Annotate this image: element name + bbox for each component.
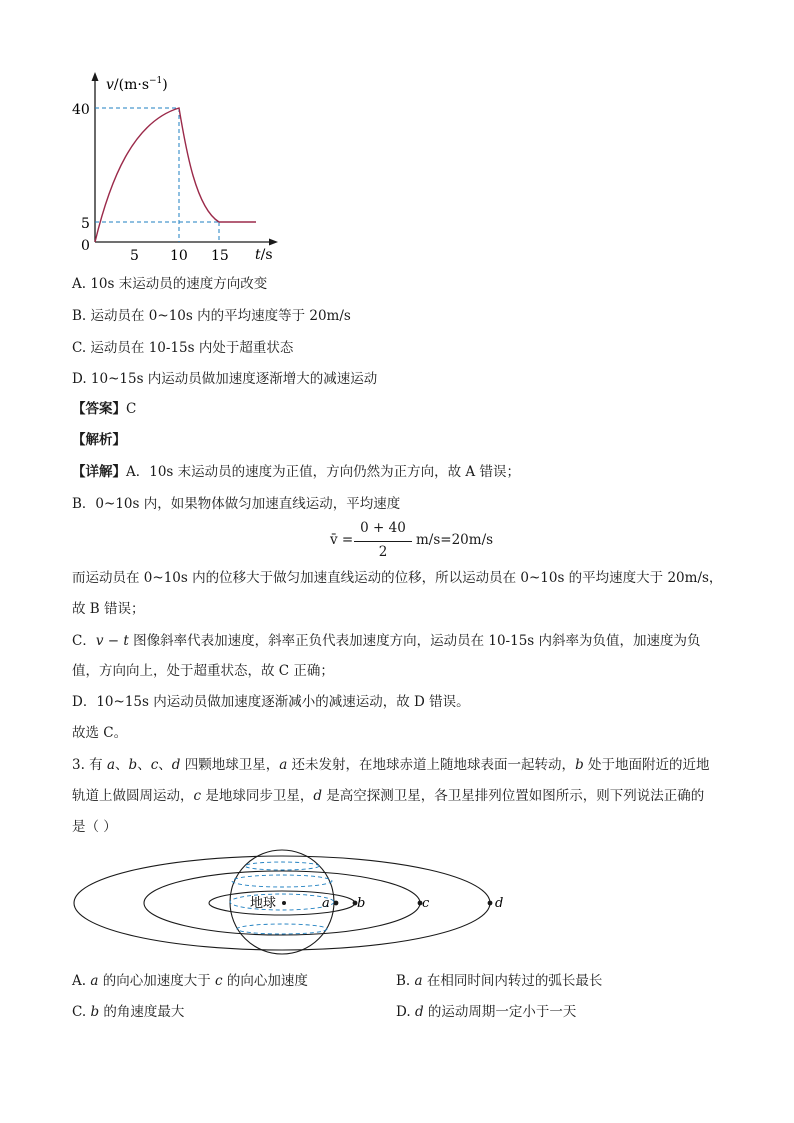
q3-opt-b-pre: B. — [396, 973, 415, 989]
origin-label: 0 — [81, 238, 90, 254]
q3-opt-a-pre: A. — [72, 973, 91, 989]
satellite-a-label: a — [322, 896, 330, 911]
earth-equator — [230, 894, 334, 910]
q3-sep: 、 — [158, 757, 172, 773]
q2-detail-b3: 故 B 错误； — [72, 601, 145, 617]
x-axis-label-unit: /s — [260, 247, 273, 263]
analysis-tag: 【解析】 — [72, 432, 126, 448]
earth-latitude-top — [245, 862, 319, 870]
q3-sep: 、 — [115, 757, 129, 773]
q3-stem-line2 — [72, 786, 704, 806]
x-tick-15: 15 — [211, 248, 229, 264]
q3-option-b — [396, 971, 602, 991]
q2-detail-d: D．10~15s 内运动员做加速度逐渐减小的减速运动，故 D 错误。 — [72, 694, 470, 710]
orbit-diagram — [70, 850, 520, 958]
answer-tag: 【答案】 — [72, 401, 126, 417]
q2-detail-c2: 值，方向向上，处于超重状态，故 C 正确； — [72, 663, 334, 679]
formula-numerator: 0 + 40 — [360, 520, 406, 536]
q3-text: 是高空探测卫星，各卫星排列位置如图所示，则下列说法正确的 — [322, 788, 705, 804]
q3-stem-line1 — [72, 755, 710, 775]
q3-opt-a-mid: 的向心加速度大于 — [98, 973, 215, 989]
y-tick-40: 40 — [72, 102, 90, 118]
svg-text:v/(m·s−1) — [106, 76, 168, 93]
formula-lhs: v̄ = — [330, 532, 354, 548]
x-axis-arrow — [269, 239, 278, 246]
q3-var-c: c — [150, 757, 159, 773]
q2-analysis-tag — [72, 430, 126, 450]
q3-opt-b-post: 在相同时间内转过的弧长最长 — [422, 973, 603, 989]
q3-option-a — [72, 971, 308, 991]
detail-c1-post: 图像斜率代表加速度，斜率正负代表加速度方向，运动员在 10-15s 内斜率为负值，加速度为负 — [128, 633, 701, 649]
satellite-d-label: d — [495, 896, 504, 911]
q3-number: 3. 有 — [72, 757, 107, 773]
y-axis-label-exp: −1 — [149, 76, 163, 86]
q3-opt-d-var: d — [414, 1004, 424, 1020]
q3-text: 还未发射，在地球赤道上随地球表面一起转动， — [287, 757, 576, 773]
q3-var-a: a — [106, 757, 116, 773]
earth-label: 地球 — [250, 896, 277, 911]
earth-latitude-lower — [237, 924, 327, 934]
y-axis-arrow — [92, 72, 99, 81]
formula-denominator: 2 — [378, 544, 388, 560]
vt-graph — [72, 70, 288, 264]
q3-opt-c-var: b — [90, 1004, 100, 1020]
q3-text: 轨道上做圆周运动， — [72, 788, 194, 804]
q3-var-a: a — [279, 757, 288, 773]
q3-opt-c-pre: C. — [72, 1004, 91, 1020]
q3-opt-a-var1: a — [90, 973, 99, 989]
avg-velocity-formula — [330, 520, 494, 564]
q2-answer — [72, 399, 136, 419]
q2-option-b: B. 运动员在 0~10s 内的平均速度等于 20m/s — [72, 308, 351, 324]
q3-option-c — [72, 1002, 184, 1022]
q2-option-a: A. 10s 末运动员的速度方向改变 — [72, 276, 268, 292]
earth-latitude-upper — [232, 875, 332, 887]
q3-opt-d-post: 的运动周期一定小于一天 — [423, 1004, 577, 1020]
satellite-a — [334, 901, 339, 906]
q3-var-d: d — [171, 757, 181, 773]
q3-sep: 、 — [137, 757, 151, 773]
q3-text: 是地球同步卫星， — [201, 788, 314, 804]
q2-detail-a — [72, 462, 520, 482]
x-tick-5: 5 — [130, 248, 139, 264]
q3-opt-d-pre: D. — [396, 1004, 415, 1020]
q3-var-b: b — [128, 757, 138, 773]
detail-c1-vt: v − t — [95, 633, 129, 649]
q3-opt-b-var: a — [414, 973, 423, 989]
q2-detail-c1 — [72, 631, 701, 651]
q3-opt-a-post: 的向心加速度 — [222, 973, 308, 989]
x-tick-10: 10 — [170, 248, 188, 264]
q2-option-d: D. 10~15s 内运动员做加速度逐渐增大的减速运动 — [72, 371, 378, 387]
formula-unit: m/s=20m/s — [416, 532, 494, 548]
q2-option-c: C. 运动员在 10-15s 内处于超重状态 — [72, 340, 294, 356]
q3-opt-a-var2: c — [215, 973, 223, 989]
answer-value: C — [126, 401, 137, 417]
y-tick-5: 5 — [81, 216, 90, 232]
q2-conclusion: 故选 C。 — [72, 725, 128, 741]
q3-var-c: c — [193, 788, 202, 804]
y-axis-label-unit: /(m·s — [113, 77, 150, 93]
satellite-b-label: b — [357, 896, 366, 911]
y-axis-label-v: v — [106, 77, 114, 93]
svg-text:t/s — [255, 247, 273, 263]
satellite-d — [488, 901, 493, 906]
q3-var-b: b — [575, 757, 584, 773]
q3-text: 四颗地球卫星， — [180, 757, 280, 773]
q2-detail-b2: 而运动员在 0~10s 内的位移大于做匀加速直线运动的位移，所以运动员在 0~10s 的平均速度大于 20m/s， — [72, 570, 723, 586]
q3-var-d: d — [313, 788, 323, 804]
q3-text: 处于地面附近的近地 — [583, 757, 710, 773]
detail-tag: 【详解】 — [72, 464, 126, 480]
fraction-bar — [354, 541, 412, 542]
detail-c1-pre: C． — [72, 633, 96, 649]
q2-detail-b1: B．0~10s 内，如果物体做匀加速直线运动，平均速度 — [72, 496, 401, 512]
satellite-c-label: c — [422, 896, 430, 911]
earth-center-dot — [282, 901, 286, 905]
q3-option-d — [396, 1002, 576, 1022]
q3-stem-line3: 是（ ） — [72, 819, 117, 835]
detail-a-text: A．10s 末运动员的速度为正值，方向仍然为正方向，故 A 错误； — [126, 464, 520, 480]
x-axis-label-t: t — [255, 247, 261, 263]
y-axis-label-close: ) — [162, 77, 168, 93]
q3-opt-c-post: 的角速度最大 — [99, 1004, 185, 1020]
